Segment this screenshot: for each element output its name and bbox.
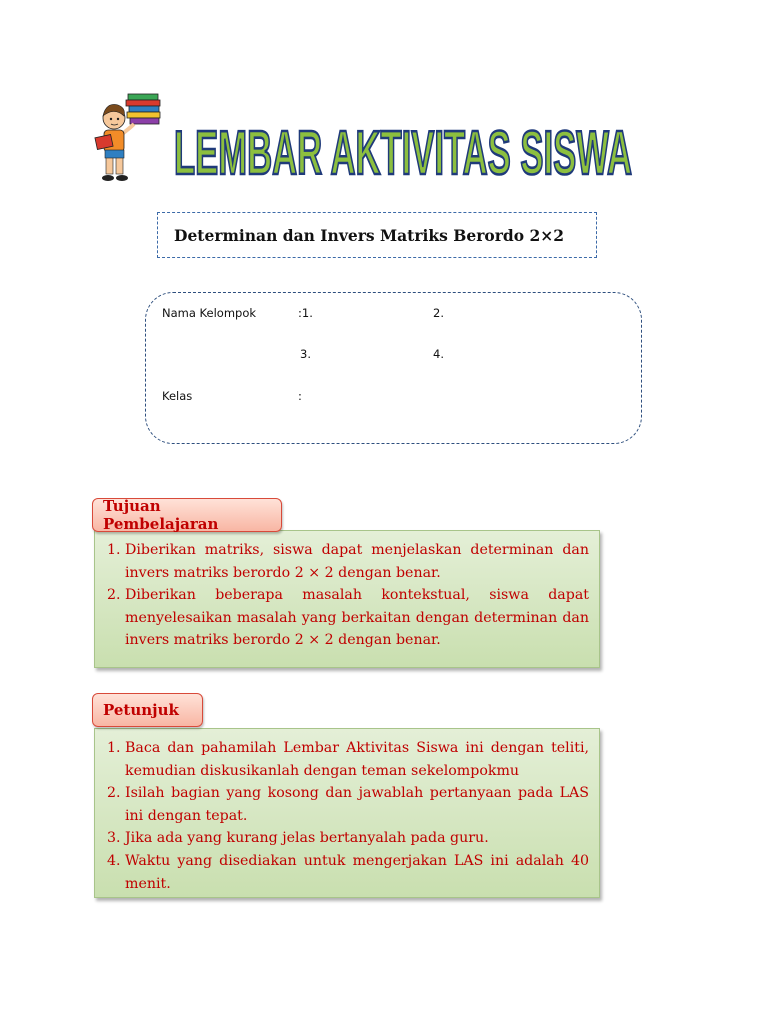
objective-item: 1. Diberikan matriks, siswa dapat menjelaskan determinan dan invers matriks berordo 2 × 2 dengan benar. [125,539,589,584]
instruction-item: 2. Isilah bagian yang kosong dan jawablah pertanyaan pada LAS ini dengan tepat. [125,782,589,827]
instructions-list [101,737,589,895]
instruction-item: 3. Jika ada yang kurang jelas bertanyalah pada guru. [125,827,589,850]
student-with-books-illustration [92,92,172,188]
instructions-heading: Petunjuk [92,693,203,727]
topic-box [157,212,597,258]
instructions-panel [94,728,600,898]
member-4-label: 4. [433,347,444,361]
class-label: Kelas [162,389,193,403]
objective-item: 2. Diberikan beberapa masalah kontekstual, siswa dapat menyelesaikan masalah yang berkaitan dengan determinan dan invers matriks berordo 2 × 2 dengan benar. [125,584,589,652]
member-3-label: 3. [300,347,311,361]
objectives-list [101,539,589,652]
instruction-item: 4. Waktu yang disediakan untuk mengerjakan LAS ini adalah 40 menit. [125,850,589,895]
objectives-heading: Tujuan Pembelajaran [92,498,282,532]
member-1-label: :1. [298,306,313,320]
worksheet-title [168,112,638,192]
topic-title: Determinan dan Invers Matriks Berordo 2×2 [174,225,565,245]
worksheet-title-text: LEMBAR AKTIVITAS SISWA [174,119,632,188]
class-colon: : [298,389,302,403]
group-name-label: Nama Kelompok [162,306,257,320]
instruction-item: 1. Baca dan pahamilah Lembar Aktivitas Siswa ini dengan teliti, kemudian diskusikanlah dengan teman sekelompokmu [125,737,589,782]
objectives-panel [94,530,600,668]
member-2-label: 2. [433,306,444,320]
